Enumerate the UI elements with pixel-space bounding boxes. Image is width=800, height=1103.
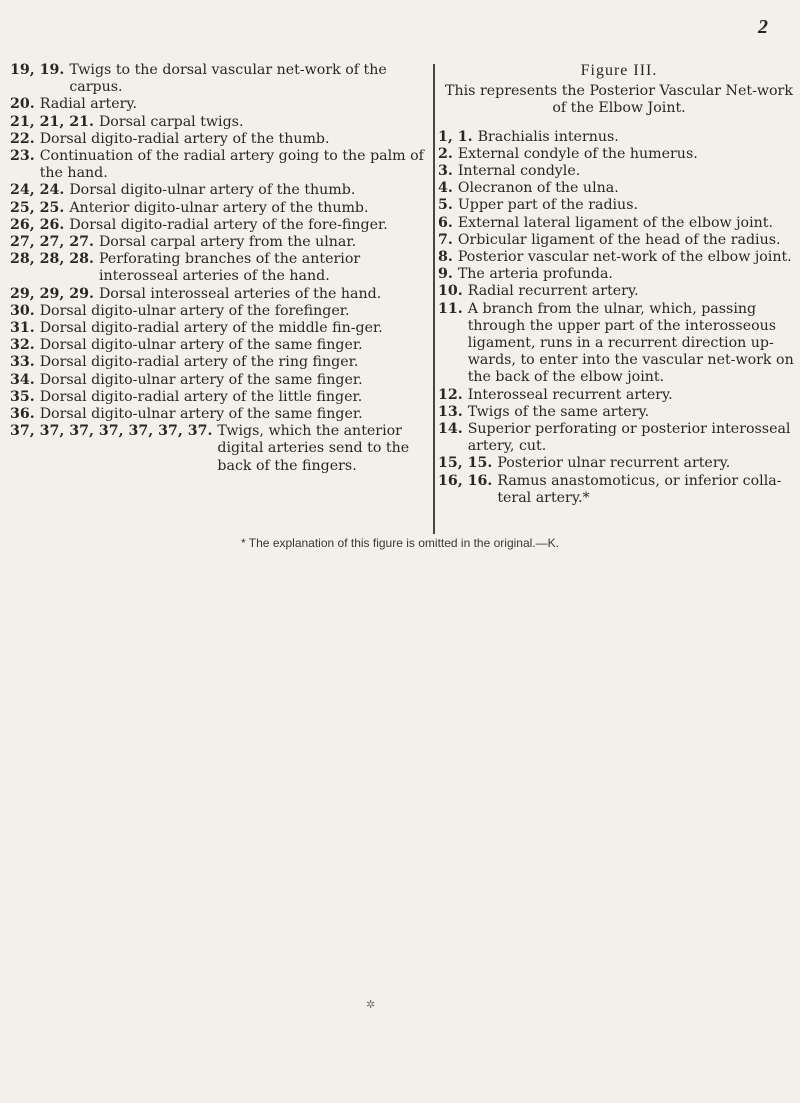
legend-entry <box>10 234 430 251</box>
entry-number: 27, 27, 27. <box>10 234 94 251</box>
legend-entry <box>438 215 800 232</box>
figure-description: This represents the Posterior Vascular Net-work of the Elbow Joint. <box>445 83 793 117</box>
legend-entry <box>10 148 430 182</box>
entry-number: 1, 1. <box>438 128 473 145</box>
legend-entry <box>438 163 800 180</box>
entry-number: 29, 29, 29. <box>10 285 94 302</box>
entry-number: 12. <box>438 386 463 403</box>
entry-number: 7. <box>438 231 453 248</box>
entry-text: Dorsal digito-radial artery of the ring finger. <box>39 354 359 371</box>
legend-entry <box>438 249 800 266</box>
entry-number: 19, 19. <box>10 62 65 78</box>
entry-text: Radial artery. <box>39 96 138 113</box>
legend-entry <box>438 404 800 421</box>
entry-text: Dorsal digito-radial artery of the middle fin-ger. <box>39 320 383 337</box>
entry-text: A branch from the ulnar, which, passing through the upper part of the interosseous ligament, runs in a recurrent direction up-wards, to enter into the vascular net-work on the back of the elbow joint. <box>467 300 794 386</box>
entry-text: Dorsal digito-radial artery of the fore-finger. <box>69 216 388 233</box>
entry-text: Dorsal digito-ulnar artery of the thumb. <box>69 182 356 199</box>
entry-text: Interosseal recurrent artery. <box>467 386 673 403</box>
entry-number: 2. <box>438 145 453 162</box>
entry-number: 9. <box>438 266 453 283</box>
entry-number: 4. <box>438 180 453 197</box>
entry-text: Brachialis internus. <box>477 128 619 145</box>
entry-text: Dorsal digito-radial artery of the little finger. <box>39 388 363 405</box>
entry-number: 33. <box>10 354 35 371</box>
left-column <box>10 62 430 475</box>
legend-entry <box>10 337 430 354</box>
entry-text: External condyle of the humerus. <box>457 145 698 162</box>
entry-number: 30. <box>10 302 35 319</box>
entry-text: Posterior vascular net-work of the elbow joint. <box>457 249 792 266</box>
ink-speck: ✲ <box>366 998 376 1011</box>
entry-number: 3. <box>438 163 453 180</box>
entry-text: Dorsal carpal artery from the ulnar. <box>98 234 357 251</box>
entry-number: 14. <box>438 421 463 438</box>
entry-text: External lateral ligament of the elbow joint. <box>457 214 773 231</box>
entry-text: Dorsal digito-ulnar artery of the same finger. <box>39 371 363 388</box>
legend-entry <box>10 217 430 234</box>
entry-text: Twigs of the same artery. <box>467 403 650 420</box>
entry-number: 34. <box>10 371 35 388</box>
legend-entry <box>438 387 800 404</box>
entry-text: Posterior ulnar recurrent artery. <box>497 455 731 472</box>
legend-entry <box>438 129 800 146</box>
entry-text: Dorsal carpal twigs. <box>98 113 244 130</box>
footnote: * The explanation of this figure is omitted in the original.—K. <box>241 536 559 550</box>
legend-entry <box>10 286 430 303</box>
entry-number: 35. <box>10 388 35 405</box>
entry-number: 11. <box>438 300 463 317</box>
legend-entry <box>10 406 430 423</box>
entry-number: 25, 25. <box>10 199 65 216</box>
entry-text: Dorsal interosseal arteries of the hand. <box>98 285 382 302</box>
legend-entry <box>438 455 800 472</box>
entry-text: Dorsal digito-ulnar artery of the same finger. <box>39 337 363 354</box>
entry-number: 24, 24. <box>10 182 65 199</box>
legend-entry <box>10 372 430 389</box>
right-column <box>438 62 800 507</box>
entry-number: 10. <box>438 283 463 300</box>
entry-number: 23. <box>10 148 35 165</box>
legend-entry <box>10 200 430 217</box>
entry-text: Continuation of the radial artery going to the palm of the hand. <box>39 148 424 182</box>
entry-text: The arteria profunda. <box>457 266 613 283</box>
entry-number: 36. <box>10 406 35 423</box>
entry-text: Upper part of the radius. <box>457 197 638 214</box>
legend-entry <box>10 131 430 148</box>
entry-text: Perforating branches of the anterior interosseal arteries of the hand. <box>98 251 361 285</box>
legend-entry <box>438 421 800 455</box>
entry-number: 15, 15. <box>438 455 493 472</box>
entry-number: 26, 26. <box>10 216 65 233</box>
entry-text: Olecranon of the ulna. <box>457 180 619 197</box>
entry-number: 28, 28, 28. <box>10 251 94 268</box>
entry-text: Twigs to the dorsal vascular net-work of the carpus. <box>69 62 387 96</box>
legend-entry <box>10 320 430 337</box>
entry-number: 13. <box>438 403 463 420</box>
legend-entry <box>10 303 430 320</box>
entry-text: Dorsal digito-radial artery of the thumb. <box>39 130 330 147</box>
legend-entry <box>438 232 800 249</box>
legend-entry <box>438 473 800 507</box>
legend-entry <box>10 251 430 285</box>
legend-entry <box>438 180 800 197</box>
legend-entry <box>10 354 430 371</box>
legend-entry <box>438 197 800 214</box>
figure-title: Figure III. <box>580 62 658 79</box>
legend-entry <box>10 114 430 131</box>
entry-number: 16, 16. <box>438 472 493 489</box>
entry-number: 8. <box>438 249 453 266</box>
legend-entry <box>10 423 430 475</box>
entry-text: Radial recurrent artery. <box>467 283 639 300</box>
entry-number: 6. <box>438 214 453 231</box>
legend-entry <box>10 389 430 406</box>
legend-entry <box>438 283 800 300</box>
legend-entry <box>10 96 430 113</box>
entry-number: 31. <box>10 320 35 337</box>
column-divider <box>433 64 435 534</box>
entry-number: 22. <box>10 130 35 147</box>
entry-text: Superior perforating or posterior interosseal artery, cut. <box>467 421 791 455</box>
entry-text: Anterior digito-ulnar artery of the thumb. <box>69 199 369 216</box>
entry-text: Twigs, which the anterior digital arteries send to the back of the fingers. <box>217 423 410 474</box>
legend-entry <box>438 146 800 163</box>
entry-number: 20. <box>10 96 35 113</box>
entry-number: 5. <box>438 197 453 214</box>
legend-entry <box>438 266 800 283</box>
entry-number: 21, 21, 21. <box>10 113 94 130</box>
legend-entry <box>10 62 430 96</box>
page-number: 2 <box>758 16 768 38</box>
entry-text: Internal condyle. <box>457 163 581 180</box>
legend-entry <box>10 182 430 199</box>
entry-number: 37, 37, 37, 37, 37, 37, 37. <box>10 423 213 440</box>
entry-text: Dorsal digito-ulnar artery of the same finger. <box>39 406 363 423</box>
entry-text: Dorsal digito-ulnar artery of the forefinger. <box>39 302 350 319</box>
entry-number: 32. <box>10 337 35 354</box>
legend-entry <box>438 301 800 387</box>
entry-text: Orbicular ligament of the head of the radius. <box>457 231 781 248</box>
entry-text: Ramus anastomoticus, or inferior colla-teral artery.* <box>497 472 782 506</box>
